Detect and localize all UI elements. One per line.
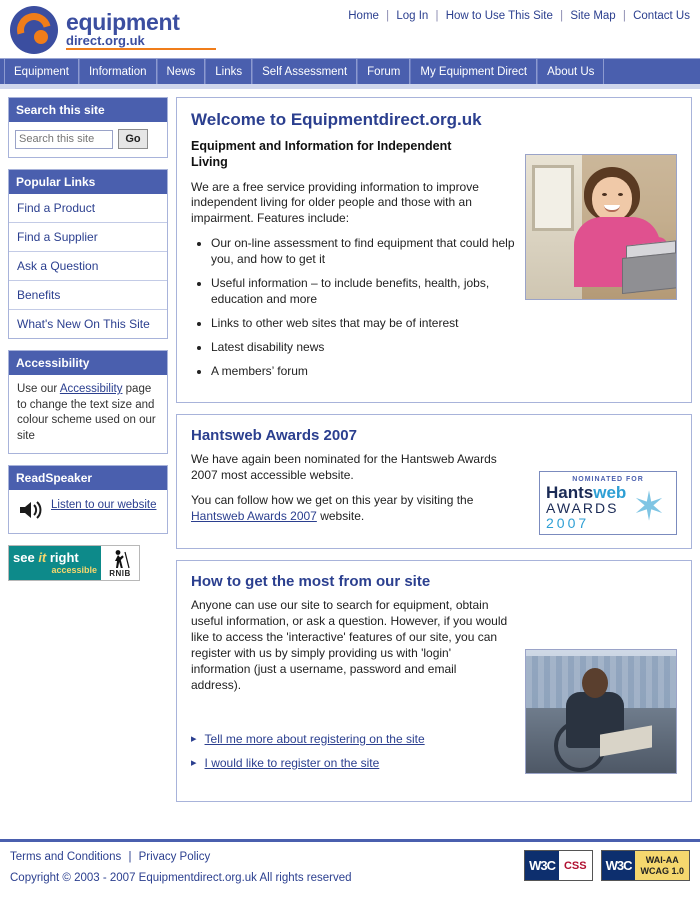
w3c-wai-badge-left: W3C — [602, 851, 636, 880]
list-item: • Our on-line assessment to find equipment that could help you, and how to get it — [211, 236, 521, 268]
logo-text — [66, 10, 216, 51]
readspeaker-listen-link[interactable]: Listen to our website — [51, 499, 157, 512]
logo-underline — [66, 48, 216, 50]
welcome-card — [176, 97, 692, 403]
site-footer — [0, 842, 700, 900]
girl-at-laptop-photo — [525, 154, 677, 300]
popular-link-find-a-supplier[interactable]: Find a Supplier — [17, 230, 98, 244]
list-item[interactable] — [9, 194, 167, 223]
see-it-right-line2: accessible — [51, 564, 97, 575]
search-panel-title: Search this site — [9, 98, 167, 122]
toplink-site-map[interactable]: Site Map — [570, 10, 616, 22]
main-navigation — [0, 58, 700, 84]
popular-links-title: Popular Links — [9, 170, 167, 194]
welcome-subheading: Equipment and Information for Independent Living — [191, 139, 452, 170]
logo-line-2: direct.org.uk — [66, 32, 145, 48]
accessibility-link[interactable]: Accessibility — [59, 383, 123, 395]
awards-paragraph-2 — [191, 493, 511, 525]
hantsweb-award-badge — [539, 471, 677, 535]
sir-right: right — [46, 550, 79, 566]
arrow-right-icon: ▸ — [191, 757, 197, 770]
nav-item-news[interactable]: News — [157, 59, 206, 84]
top-navigation — [348, 10, 690, 22]
footer-separator: | — [128, 851, 132, 863]
validation-badges — [524, 850, 690, 881]
arrow-right-icon: ▸ — [191, 733, 197, 746]
awards-text-column — [191, 452, 511, 525]
readspeaker-panel-title: ReadSpeaker — [9, 466, 167, 490]
search-go-button[interactable]: Go — [118, 129, 148, 149]
logo-line-1: equipment — [66, 8, 180, 35]
w3c-css-badge-right — [559, 851, 592, 880]
w3c-css-badge[interactable] — [524, 850, 593, 881]
awards-p2-before: You can follow how we get on this year by visiting the — [191, 492, 474, 507]
page-body — [0, 89, 700, 839]
popular-link-benefits[interactable]: Benefits — [17, 288, 61, 302]
toplink-how-to-use[interactable]: How to Use This Site — [445, 10, 553, 22]
accessibility-text-before: Use our — [17, 383, 60, 395]
sidebar — [8, 97, 168, 839]
list-item[interactable] — [9, 223, 167, 252]
awards-card — [176, 414, 692, 549]
css-label: CSS — [563, 859, 587, 872]
wai-wcag: WCAG 1.0 — [640, 865, 684, 876]
see-it-right-badge[interactable] — [8, 545, 140, 581]
star-icon: ✶ — [632, 485, 666, 530]
sir-it: it — [38, 550, 47, 566]
popular-links-panel — [8, 169, 168, 339]
toplink-separator: | — [386, 10, 390, 22]
welcome-feature-list — [191, 236, 521, 380]
award-web: web — [593, 483, 627, 503]
rnib-logo — [101, 546, 139, 580]
how-to-paragraph: Anyone can use our site to search for equipment, obtain useful information, or ask a question. However, if you would like to access the 'interactive' features of our site, you can register with us by simply providing us with 'login' information (just a username, password and email address). — [191, 597, 508, 692]
site-header — [0, 0, 700, 58]
footer-link-terms[interactable]: Terms and Conditions — [10, 851, 122, 863]
toplink-login[interactable]: Log In — [396, 10, 429, 22]
popular-link-find-a-product[interactable]: Find a Product — [17, 201, 96, 215]
nav-item-equipment[interactable]: Equipment — [4, 59, 79, 84]
nav-item-my-equipment-direct[interactable]: My Equipment Direct — [410, 59, 537, 84]
award-hants: Hants — [546, 483, 594, 503]
sir-see: see — [13, 550, 39, 566]
list-item[interactable] — [9, 281, 167, 310]
w3c-css-badge-left: W3C — [525, 851, 559, 880]
toplink-separator: | — [435, 10, 439, 22]
see-it-right-line1 — [13, 551, 97, 565]
nav-item-links[interactable]: Links — [205, 59, 252, 84]
link-register-on-the-site[interactable]: I would like to register on the site — [204, 755, 380, 770]
logo-swirl-icon — [10, 6, 58, 54]
toplink-home[interactable]: Home — [348, 10, 379, 22]
search-form — [9, 122, 167, 157]
list-item[interactable] — [9, 252, 167, 281]
footer-link-privacy[interactable]: Privacy Policy — [138, 851, 211, 863]
link-tell-me-more-registering[interactable]: Tell me more about registering on the site — [204, 731, 425, 746]
popular-link-ask-a-question[interactable]: Ask a Question — [17, 259, 99, 273]
how-to-card — [176, 560, 692, 802]
nav-item-about-us[interactable]: About Us — [537, 59, 604, 84]
list-item: • Links to other web sites that may be of interest — [211, 316, 521, 332]
accessibility-text — [9, 375, 167, 453]
readspeaker-body — [9, 490, 167, 533]
rnib-label: RNIB — [109, 568, 131, 578]
accessibility-text-after: page to change the text size and colour scheme used on our site — [17, 383, 156, 442]
list-item[interactable] — [9, 310, 167, 338]
speaker-icon[interactable] — [17, 499, 45, 524]
popular-links-list — [9, 194, 167, 338]
welcome-text-column — [191, 180, 521, 381]
hantsweb-awards-link[interactable]: Hantsweb Awards 2007 — [191, 508, 317, 523]
page-title: Welcome to Equipmentdirect.org.uk — [191, 110, 482, 129]
site-logo[interactable] — [10, 6, 216, 54]
how-to-text-column — [191, 598, 509, 694]
toplink-separator: | — [622, 10, 626, 22]
how-to-heading: How to get the most from our site — [191, 572, 431, 590]
footer-copyright: Copyright © 2003 - 2007 Equipmentdirect.org.uk All rights reserved — [10, 872, 352, 884]
readspeaker-panel — [8, 465, 168, 534]
list-item: • A members’ forum — [211, 364, 521, 380]
welcome-intro: We are a free service providing information to improve independent living for older people and those with an impairment. Features include: — [191, 179, 479, 226]
accessibility-panel — [8, 350, 168, 454]
list-item: • Useful information – to include benefits, health, jobs, education and more — [211, 276, 521, 308]
popular-link-whats-new[interactable]: What's New On This Site — [17, 317, 150, 331]
toplink-contact-us[interactable]: Contact Us — [633, 10, 690, 22]
man-in-wheelchair-photo — [525, 649, 677, 774]
wai-level: WAI-AA — [645, 855, 679, 866]
search-panel — [8, 97, 168, 158]
main-content — [176, 97, 692, 839]
toplink-separator: | — [560, 10, 564, 22]
w3c-wai-badge[interactable] — [601, 850, 690, 881]
awards-paragraph-1: We have again been nominated for the Hantsweb Awards 2007 most accessible website. — [191, 452, 497, 482]
see-it-right-text — [9, 546, 101, 580]
awards-p2-after: website. — [316, 508, 365, 523]
search-input[interactable] — [15, 130, 113, 149]
awards-heading: Hantsweb Awards 2007 — [191, 427, 357, 445]
w3c-wai-badge-right — [635, 851, 689, 880]
award-awards-label: AWARDS — [546, 500, 619, 517]
nav-item-forum[interactable]: Forum — [357, 59, 410, 84]
award-year-label: 2007 — [546, 514, 590, 531]
nav-item-self-assessment[interactable]: Self Assessment — [252, 59, 357, 84]
list-item: • Latest disability news — [211, 340, 521, 356]
accessibility-panel-title: Accessibility — [9, 351, 167, 375]
award-nominated-label: NOMINATED FOR — [572, 476, 644, 484]
nav-item-information[interactable]: Information — [79, 59, 157, 84]
person-with-cane-icon — [109, 549, 131, 569]
